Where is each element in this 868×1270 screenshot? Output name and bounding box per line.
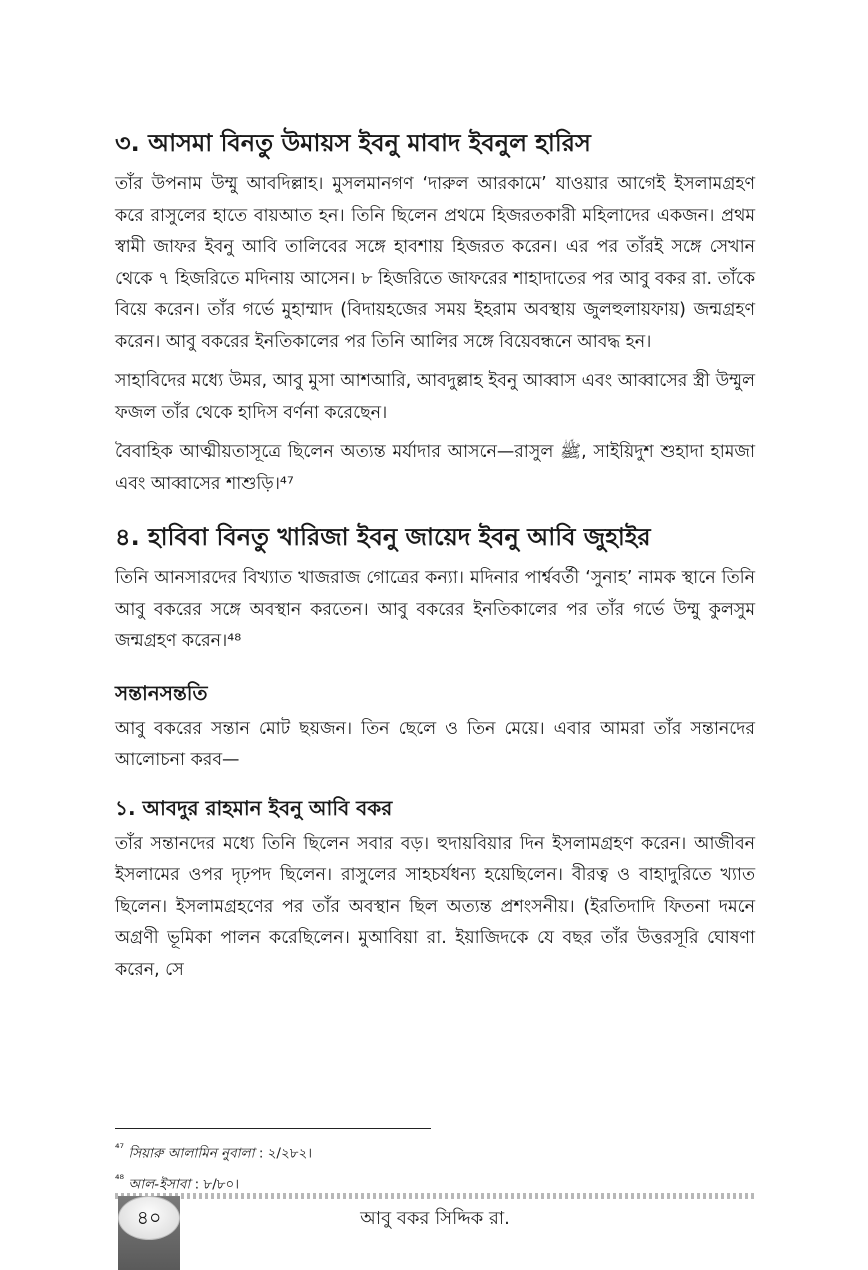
footnote-source-title: সিয়ারু আলামিন নুবালা xyxy=(128,1145,255,1162)
footnote-reference: : ৮/৮০। xyxy=(194,1176,240,1192)
page-number: ৪০ xyxy=(136,1207,162,1229)
footnote-divider xyxy=(115,1128,431,1129)
section-heading-habiba: ৪. হাবিবা বিনতু খারিজা ইবনু জায়েদ ইবনু আবি জুহাইর xyxy=(115,523,651,552)
paragraph: বৈবাহিক আত্মীয়তাসূত্রে ছিলেন অত্যন্ত মর্যাদার আসনে—রাসুল ﷺ, সাইয়িদুশ শুহাদা হামজা এবং আব্বাসের শাশুড়ি।⁴⁷ xyxy=(115,442,755,494)
section-heading-asma: ৩. আসমা বিনতু উমায়স ইবনু মাবাদ ইবনুল হারিস xyxy=(115,129,591,157)
paragraph: আবু বকরের সন্তান মোট ছয়জন। তিন ছেলে ও তিন মেয়ে। এবার আমরা তাঁর সন্তানদের আলোচনা করব— xyxy=(115,718,755,771)
paragraph: তাঁর সন্তানদের মধ্যে তিনি ছিলেন সবার বড়। হুদায়বিয়ার দিন ইসলামগ্রহণ করেন। আজীবন ইসলামের ওপর দৃঢ়পদ ছিলেন। রাসুলের সাহচর্যধন্য হয়েছিলেন। বীরত্ব ও বাহাদুরিতে খ্যাত ছিলেন। ইসলামগ্রহণের পর তাঁর অবস্থান ছিল অত্যন্ত প্রশংসনীয়। (ইরতিদাদি ফিতনা দমনে অগ্রণী ভূমিকা পালন করেছিলেন। মুআবিয়া রা. ইয়াজিদকে যে বছর তাঁর উত্তরসূরি ঘোষণা করেন, সে xyxy=(115,833,755,980)
footnote-mark: ⁴⁷ xyxy=(115,1142,125,1155)
footnote-source-title: আল-ইসাবা xyxy=(128,1176,191,1192)
footer-rule xyxy=(115,1193,755,1199)
paragraph: তাঁর উপনাম উম্মু আবদিল্লাহ। মুসলমানগণ ‘দারুল আরকামে’ যাওয়ার আগেই ইসলামগ্রহণ করে রাসুলের হাতে বায়আত হন। তিনি ছিলেন প্রথমে হিজরতকারী মহিলাদের একজন। প্রথম স্বামী জাফর ইবনু আবি তালিবের সঙ্গে হাবশায় হিজরত করেন। এর পর তাঁরই সঙ্গে সেখান থেকে ৭ হিজরিতে মদিনায় আসেন। ৮ হিজরিতে জাফরের শাহাদাতের পর আবু বকর রা. তাঁকে বিয়ে করেন। তাঁর গর্ভে মুহাম্মাদ (বিদায়হজের সময় ইহরাম অবস্থায় জুলহুলায়ফায়) জন্মগ্রহণ করেন। আবু বকরের ইনতিকালের পর তিনি আলির সঙ্গে বিয়েবন্ধনে আবদ্ধ হন। xyxy=(115,174,755,352)
footnote-47 xyxy=(115,1136,312,1167)
footnote-reference: : ২/২৮২। xyxy=(258,1145,313,1162)
paragraph: তিনি আনসারদের বিখ্যাত খাজরাজ গোত্রের কন্যা। মদিনার পার্শ্ববর্তী ‘সুনাহ’ নামক স্থানে তিনি আবু বকরের সঙ্গে অবস্থান করতেন। আবু বকরের ইনতিকালের পর তাঁর গর্ভে উম্মু কুলসুম জন্মগ্রহণ করেন।⁴⁸ xyxy=(115,568,755,652)
footnote-mark: ⁴⁸ xyxy=(115,1172,125,1186)
running-title: আবু বকর সিদ্দিক রা. xyxy=(360,1208,510,1229)
subsection-heading-abdur-rahman: ১. আবদুর রাহমান ইবনু আবি বকর xyxy=(115,795,393,820)
page-body xyxy=(115,128,755,994)
paragraph: সাহাবিদের মধ্যে উমর, আবু মুসা আশআরি, আবদুল্লাহ ইবনু আব্বাস এবং আব্বাসের স্ত্রী উম্মুল ফজল তাঁর থেকে হাদিস বর্ণনা করেছেন। xyxy=(115,371,755,423)
section-heading-children: সন্তানসন্ততি xyxy=(115,680,208,705)
footnotes xyxy=(115,1136,312,1197)
